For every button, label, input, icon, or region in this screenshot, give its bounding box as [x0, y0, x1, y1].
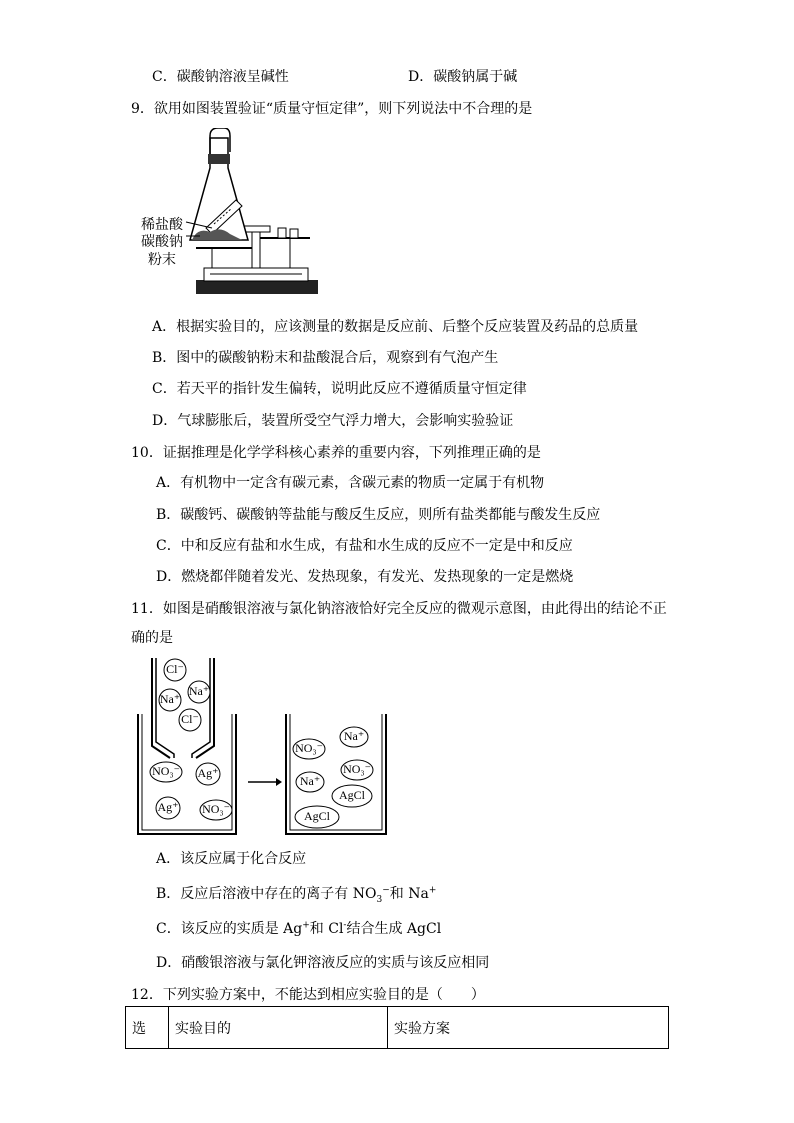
ion-nitrate-left: NO₃⁻: [152, 764, 180, 778]
precipitate-agcl: AgCl: [303, 809, 330, 823]
ion-na-dropper: Na⁺: [159, 692, 181, 706]
label-sodium-carbonate: 碳酸钠: [141, 234, 183, 250]
precipitate-agcl: AgCl: [338, 788, 365, 802]
q9-option-a: A．根据实验目的，应该测量的数据是反应前、后整个反应装置及药品的总质量: [152, 319, 639, 335]
q9-stem: 9．欲用如图装置验证“质量守恒定律”，则下列说法中不合理的是: [131, 101, 533, 117]
ion-na-right: Na⁺: [343, 729, 365, 743]
table-header-row: [126, 1007, 669, 1049]
weight: [290, 229, 298, 238]
label-powder: 粉末: [148, 252, 176, 268]
q10-option-c: C．中和反应有盐和水生成，有盐和水生成的反应不一定是中和反应: [156, 538, 573, 554]
ion-ag-left: Ag⁺: [157, 800, 179, 814]
ion-nitrate-right: NO₃⁻: [295, 741, 323, 755]
ion-cl-dropper: Cl⁻: [166, 662, 184, 676]
q12-table: [125, 1006, 669, 1049]
label-dilute-hcl: 稀盐酸: [141, 217, 183, 233]
prev-option-c: C．碳酸钠溶液呈碱性: [152, 69, 289, 85]
table-header-cell: 实验方案: [388, 1007, 669, 1049]
weight: [278, 228, 286, 238]
ion-cl-dropper: Cl⁻: [181, 712, 199, 726]
table-header-cell: 选: [126, 1007, 169, 1049]
balance-pillar: [252, 232, 260, 268]
q10-option-a: A．有机物中一定含有碳元素，含碳元素的物质一定属于有机物: [156, 475, 545, 491]
table-header-cell: 实验目的: [169, 1007, 388, 1049]
flask-stopper: [208, 154, 230, 164]
q9-option-c: C．若天平的指针发生偏转，说明此反应不遵循质量守恒定律: [152, 381, 527, 397]
balance-base: [196, 280, 318, 294]
ion-na-right: Na⁺: [299, 774, 321, 788]
q11-option-c: C．该反应的实质是 Ag+和 Cl-结合生成 AgCl: [156, 920, 442, 937]
prev-option-d: D．碳酸钠属于碱: [408, 69, 518, 85]
q11-option-d: D．硝酸银溶液与氯化钾溶液反应的实质与该反应相同: [156, 955, 490, 971]
q11-option-b: B．反应后溶液中存在的离子有 $NO_3^-$和 Na+: [156, 885, 437, 905]
q11-stem-line2: 确的是: [131, 630, 173, 646]
ion-nitrate-left: NO₃⁻: [202, 802, 230, 816]
q12-stem: 12．下列实验方案中，不能达到相应实验目的是（ ）: [131, 987, 485, 1003]
q11-stem-line1: 11．如图是硝酸银溶液与氯化钠溶液恰好完全反应的微观示意图，由此得出的结论不正: [131, 601, 667, 617]
q11-option-a: A．该反应属于化合反应: [156, 851, 307, 867]
ion-na-dropper: Na⁺: [188, 684, 210, 698]
ion-nitrate-right: NO₃⁻: [343, 762, 371, 776]
q9-option-d: D．气球膨胀后，装置所受空气浮力增大，会影响实验验证: [152, 413, 514, 429]
q9-option-b: B．图中的碳酸钠粉末和盐酸混合后，观察到有气泡产生: [152, 350, 499, 366]
q10-stem: 10．证据推理是化学学科核心素养的重要内容，下列推理正确的是: [131, 445, 541, 461]
q10-option-b: B．碳酸钙、碳酸钠等盐能与酸反生反应，则所有盐类都能与酸发生反应: [156, 507, 601, 523]
dropper-wall-right: [196, 658, 214, 758]
q10-option-d: D．燃烧都伴随着发光、发热现象，有发光、发热现象的一定是燃烧: [156, 569, 574, 585]
ion-ag-left: Ag⁺: [197, 766, 219, 780]
